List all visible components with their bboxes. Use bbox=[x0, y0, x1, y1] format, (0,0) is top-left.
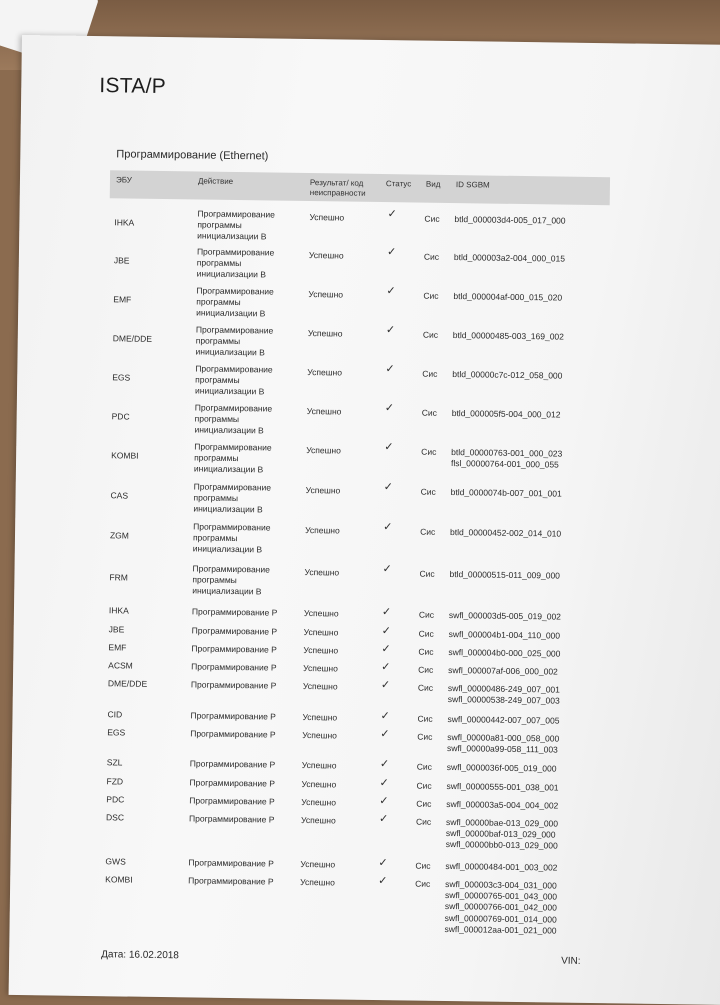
status-check-icon: ✓ bbox=[380, 728, 390, 741]
sgbm-id: swfl_00000a99-058_111_003 bbox=[447, 743, 558, 755]
table-row bbox=[14, 604, 614, 622]
result-text: Успешно bbox=[308, 289, 344, 300]
header-ecu: ЭБУ bbox=[115, 175, 132, 185]
status-check-icon: ✓ bbox=[378, 857, 388, 870]
kind-text: Сис bbox=[424, 213, 440, 224]
sgbm-id: swfl_00000769-001_014_000 bbox=[444, 912, 557, 925]
sgbm-id: btld_00000515-011_009_000 bbox=[449, 569, 561, 581]
status-check-icon: ✓ bbox=[384, 402, 395, 415]
ecu-name: KOMBI bbox=[111, 450, 139, 461]
sgbm-id-cell bbox=[449, 569, 560, 582]
sgbm-id-cell bbox=[449, 629, 561, 642]
table-row bbox=[19, 283, 619, 319]
sgbm-id: btld_000003a2-004_000_015 bbox=[453, 252, 566, 264]
sgbm-id: swfl_00000538-249_007_003 bbox=[447, 694, 560, 706]
action-cell bbox=[190, 728, 276, 740]
status-check-icon: ✓ bbox=[383, 521, 393, 534]
table-row bbox=[12, 756, 612, 774]
sgbm-id: flsl_00000764-001_000_055 bbox=[450, 458, 559, 470]
action-text: Программирование bbox=[196, 246, 275, 258]
kind-text: Сис bbox=[418, 609, 435, 620]
result-text: Успешно bbox=[303, 644, 339, 656]
result-text: Успешно bbox=[306, 445, 341, 456]
action-text: Программирование bbox=[192, 563, 270, 575]
sgbm-id: swfl_000012aa-001_021_000 bbox=[444, 923, 557, 936]
action-text: Программирование bbox=[194, 402, 273, 414]
action-text: программы bbox=[195, 335, 241, 347]
sgbm-id: btld_0000074b-007_001_001 bbox=[450, 487, 562, 499]
kind-text: Сис bbox=[418, 646, 434, 657]
table-row bbox=[13, 708, 613, 726]
kind-text: Сис bbox=[418, 664, 434, 675]
ecu-name: FZD bbox=[106, 776, 124, 787]
sgbm-id: btld_000003d4-005_017_000 bbox=[454, 214, 566, 226]
ecu-name: DME/DDE bbox=[107, 678, 148, 689]
result-text: Успешно bbox=[301, 778, 337, 790]
sgbm-id: btld_00000485-003_169_002 bbox=[452, 330, 565, 342]
sgbm-id-cell bbox=[446, 799, 558, 812]
action-text: Программирование P bbox=[190, 679, 277, 691]
ecu-name: EMF bbox=[113, 294, 132, 305]
sgbm-id-cell bbox=[453, 330, 564, 343]
kind-text: Сис bbox=[423, 251, 440, 262]
ecu-name: KOMBI bbox=[105, 874, 133, 885]
result-text: Успешно bbox=[307, 367, 343, 378]
table-row bbox=[13, 659, 613, 677]
sgbm-id: swfl_00000486-249_007_001 bbox=[447, 683, 560, 695]
kind-text: Сис bbox=[420, 486, 436, 497]
ecu-name: GWS bbox=[105, 856, 126, 867]
ecu-name: JBE bbox=[108, 624, 125, 635]
status-check-icon: ✓ bbox=[385, 324, 396, 337]
kind-text: Сис bbox=[420, 526, 436, 537]
action-cell bbox=[189, 795, 275, 807]
action-text: инициализации B bbox=[192, 543, 263, 555]
sgbm-id-cell bbox=[451, 447, 562, 471]
action-text: программы bbox=[194, 413, 240, 425]
kind-text: Сис bbox=[417, 731, 433, 742]
table-row bbox=[13, 677, 613, 706]
action-text: Программирование bbox=[197, 208, 275, 220]
action-text: Программирование P bbox=[189, 795, 275, 807]
action-text: Программирование bbox=[196, 285, 274, 297]
kind-text: Сис bbox=[416, 761, 433, 772]
status-check-icon: ✓ bbox=[381, 643, 391, 656]
status-check-icon: ✓ bbox=[381, 606, 392, 619]
action-text: инициализации B bbox=[194, 424, 264, 436]
action-text: инициализации B bbox=[196, 307, 266, 319]
table-header bbox=[110, 170, 610, 205]
action-text: Программирование bbox=[195, 363, 273, 375]
action-text: программы bbox=[196, 296, 241, 308]
kind-text: Сис bbox=[415, 878, 431, 889]
result-text: Успешно bbox=[301, 759, 337, 771]
sgbm-id-cell bbox=[449, 610, 561, 623]
status-check-icon: ✓ bbox=[385, 363, 395, 376]
table-row bbox=[16, 439, 616, 475]
kind-text: Сис bbox=[419, 568, 435, 579]
sgbm-id: btld_00000452-002_014_010 bbox=[450, 527, 562, 539]
kind-text: Сис bbox=[422, 368, 438, 379]
ecu-name: PDC bbox=[106, 794, 125, 805]
action-cell bbox=[194, 402, 272, 437]
sgbm-id-cell bbox=[451, 487, 562, 500]
action-cell bbox=[190, 710, 276, 722]
ecu-name: EGS bbox=[107, 727, 126, 738]
table-row bbox=[12, 775, 612, 793]
action-text: инициализации B bbox=[192, 585, 262, 597]
status-check-icon: ✓ bbox=[381, 625, 392, 638]
sgbm-id: swfl_000004b1-004_110_000 bbox=[448, 629, 561, 641]
header-status: Статус bbox=[385, 179, 412, 189]
result-text: Успешно bbox=[305, 485, 341, 496]
action-text: программы bbox=[192, 532, 238, 544]
sgbm-id: btld_000005f5-004_000_012 bbox=[451, 408, 561, 420]
header-result bbox=[310, 178, 366, 199]
action-cell bbox=[188, 857, 274, 869]
result-text: Успешно bbox=[304, 566, 340, 578]
action-text: Программирование P bbox=[188, 857, 274, 869]
action-text: инициализации B bbox=[193, 463, 264, 475]
ecu-name: IHKA bbox=[114, 217, 135, 228]
action-text: Программирование P bbox=[189, 758, 276, 770]
table-row bbox=[20, 206, 620, 242]
action-cell bbox=[194, 441, 272, 476]
kind-text: Сис bbox=[415, 816, 432, 827]
action-text: Программирование bbox=[193, 481, 272, 493]
sgbm-id: swfl_00000a81-000_058_000 bbox=[447, 732, 560, 744]
kind-text: Сис bbox=[421, 446, 437, 457]
action-text: Программирование P bbox=[191, 625, 278, 637]
sgbm-id: btld_00000763-001_000_023 bbox=[451, 447, 563, 459]
sgbm-id: btld_00000c7c-012_058_000 bbox=[452, 369, 563, 381]
sgbm-id-cell bbox=[446, 781, 558, 794]
action-text: Программирование P bbox=[189, 777, 276, 789]
sgbm-id-cell bbox=[444, 879, 557, 937]
kind-text: Сис bbox=[423, 290, 439, 301]
ecu-name: PDC bbox=[111, 411, 130, 422]
result-text: Успешно bbox=[305, 525, 340, 536]
status-check-icon: ✓ bbox=[380, 679, 391, 692]
kind-text: Сис bbox=[415, 860, 431, 871]
sgbm-id-cell bbox=[448, 647, 560, 660]
table-row bbox=[11, 811, 611, 851]
action-cell bbox=[192, 606, 278, 618]
action-text: Программирование P bbox=[189, 813, 275, 825]
table-row bbox=[17, 400, 617, 436]
status-check-icon: ✓ bbox=[379, 777, 389, 790]
action-text: Программирование bbox=[195, 324, 274, 336]
sgbm-id-cell bbox=[448, 665, 558, 678]
result-text: Успешно bbox=[300, 876, 335, 888]
table-row bbox=[14, 641, 614, 659]
status-check-icon: ✓ bbox=[386, 285, 396, 298]
action-text: программы bbox=[196, 257, 242, 269]
ecu-name: CAS bbox=[110, 490, 129, 501]
sgbm-id-cell bbox=[450, 527, 561, 540]
sgbm-id: swfl_00000555-001_038_001 bbox=[446, 781, 559, 793]
status-check-icon: ✓ bbox=[379, 813, 389, 826]
status-check-icon: ✓ bbox=[378, 875, 388, 888]
action-text: программы bbox=[197, 219, 242, 231]
status-check-icon: ✓ bbox=[384, 441, 394, 454]
table-row bbox=[12, 726, 612, 755]
result-text: Успешно bbox=[303, 662, 338, 674]
sgbm-id: swfl_0000036f-005_019_000 bbox=[446, 762, 557, 774]
sgbm-id-cell bbox=[452, 369, 562, 382]
sgbm-id: swfl_00000442-007_007_005 bbox=[447, 714, 560, 726]
action-text: инициализации B bbox=[193, 503, 263, 515]
action-cell bbox=[193, 481, 271, 516]
table-row bbox=[11, 793, 611, 811]
action-text: Программирование bbox=[193, 521, 271, 533]
status-check-icon: ✓ bbox=[387, 208, 397, 221]
ecu-name: DME/DDE bbox=[112, 333, 153, 344]
sgbm-id: swfl_00000484-001_003_002 bbox=[445, 860, 558, 873]
result-text: Успешно bbox=[306, 406, 342, 417]
sgbm-id: swfl_000003a5-004_004_002 bbox=[446, 798, 559, 811]
action-text: Программирование P bbox=[191, 661, 277, 673]
status-check-icon: ✓ bbox=[381, 661, 391, 674]
table-row bbox=[15, 519, 615, 555]
action-cell bbox=[196, 285, 274, 320]
action-text: Программирование bbox=[194, 441, 272, 453]
table-row bbox=[14, 623, 614, 641]
action-text: Программирование P bbox=[191, 606, 278, 618]
sgbm-id: swfl_000007af-006_000_002 bbox=[448, 665, 558, 677]
action-cell bbox=[192, 563, 270, 598]
action-cell bbox=[188, 875, 274, 887]
action-text: Программирование P bbox=[190, 710, 276, 722]
sgbm-id-cell bbox=[452, 408, 561, 421]
kind-text: Сис bbox=[418, 628, 434, 639]
action-cell bbox=[192, 625, 278, 637]
action-text: программы bbox=[192, 574, 237, 586]
document-title: ISTA/P bbox=[99, 74, 167, 99]
kind-text: Сис bbox=[417, 682, 434, 693]
action-cell bbox=[191, 643, 277, 655]
action-cell bbox=[193, 521, 271, 556]
table-row bbox=[19, 244, 619, 280]
table-row bbox=[17, 361, 617, 397]
status-check-icon: ✓ bbox=[379, 795, 389, 808]
action-cell bbox=[197, 246, 275, 281]
action-cell bbox=[195, 363, 273, 398]
sgbm-id: swfl_00000bae-013_029_000 bbox=[445, 816, 559, 829]
sgbm-id: swfl_000003c3-004_031_000 bbox=[445, 878, 557, 891]
header-result-line1: Результат/ код bbox=[309, 178, 364, 188]
result-text: Успешно bbox=[308, 250, 344, 261]
action-text: инициализации B bbox=[195, 346, 265, 358]
table-row bbox=[11, 855, 611, 873]
action-text: программы bbox=[193, 492, 239, 504]
result-text: Успешно bbox=[301, 796, 337, 808]
sgbm-id-cell bbox=[447, 732, 559, 756]
footer-date: Дата: 16.02.2018 bbox=[101, 949, 179, 962]
action-text: Программирование P bbox=[191, 643, 277, 655]
status-check-icon: ✓ bbox=[380, 710, 390, 723]
sgbm-id: swfl_00000765-001_043_000 bbox=[444, 890, 558, 902]
header-result-line2: неисправности bbox=[309, 188, 366, 198]
sgbm-id-cell bbox=[447, 762, 557, 775]
result-text: Успешно bbox=[307, 328, 343, 339]
ecu-name: ZGM bbox=[109, 530, 129, 541]
action-text: программы bbox=[194, 452, 239, 464]
action-cell bbox=[197, 208, 275, 243]
table-row bbox=[16, 479, 616, 515]
sgbm-id-cell bbox=[454, 252, 565, 265]
footer-vin: VIN: bbox=[561, 955, 581, 967]
sgbm-id-cell bbox=[445, 861, 557, 874]
sgbm-id-cell bbox=[453, 291, 562, 304]
header-action: Действие bbox=[197, 176, 234, 186]
ecu-name: EGS bbox=[112, 372, 131, 383]
header-id: ID SGBM bbox=[455, 180, 490, 190]
sgbm-id: swfl_000004b0-000_025_000 bbox=[448, 647, 561, 659]
header-kind: Вид bbox=[425, 179, 441, 189]
kind-text: Сис bbox=[416, 780, 432, 791]
result-text: Успешно bbox=[303, 626, 339, 638]
action-text: программы bbox=[195, 374, 240, 386]
kind-text: Сис bbox=[421, 407, 437, 418]
sgbm-id: btld_000004af-000_015_020 bbox=[453, 291, 563, 303]
ecu-name: CID bbox=[107, 709, 123, 720]
sgbm-id-cell bbox=[454, 214, 565, 227]
table-row bbox=[18, 322, 618, 358]
status-check-icon: ✓ bbox=[386, 246, 397, 259]
action-text: инициализации B bbox=[197, 230, 267, 242]
sgbm-id: swfl_000003d5-005_019_002 bbox=[448, 610, 562, 622]
action-text: Программирование P bbox=[188, 875, 274, 887]
ecu-name: EMF bbox=[108, 642, 127, 653]
ecu-name: ACSM bbox=[108, 660, 133, 671]
ecu-name: JBE bbox=[113, 255, 130, 266]
sgbm-id-cell bbox=[448, 683, 560, 707]
section-title: Программирование (Ethernet) bbox=[116, 148, 269, 163]
action-text: Программирование P bbox=[190, 728, 276, 740]
action-cell bbox=[191, 661, 277, 673]
action-cell bbox=[190, 758, 276, 770]
status-check-icon: ✓ bbox=[382, 563, 392, 576]
result-text: Успешно bbox=[302, 729, 337, 741]
ecu-name: DSC bbox=[106, 812, 125, 823]
result-text: Успешно bbox=[300, 858, 336, 870]
document-sheet bbox=[9, 35, 720, 1005]
result-text: Успешно bbox=[309, 212, 345, 223]
sgbm-id-cell bbox=[447, 714, 559, 727]
action-cell bbox=[189, 813, 275, 825]
ecu-name: FRM bbox=[109, 572, 128, 583]
status-check-icon: ✓ bbox=[383, 481, 394, 494]
action-text: инициализации B bbox=[196, 268, 267, 280]
sgbm-id: swfl_00000baf-013_029_000 bbox=[445, 828, 556, 840]
result-text: Успешно bbox=[300, 814, 336, 826]
ecu-name: SZL bbox=[106, 757, 123, 768]
result-text: Успешно bbox=[302, 680, 338, 692]
result-text: Успешно bbox=[302, 711, 338, 723]
sgbm-id: swfl_00000bb0-013_029_000 bbox=[445, 839, 558, 851]
action-text: инициализации B bbox=[194, 385, 265, 397]
action-cell bbox=[189, 777, 275, 789]
action-cell bbox=[196, 324, 274, 359]
sgbm-id-cell bbox=[446, 817, 558, 852]
sgbm-id: swfl_00000766-001_042_000 bbox=[444, 901, 557, 913]
action-cell bbox=[191, 679, 277, 691]
table-row bbox=[15, 561, 615, 597]
result-text: Успешно bbox=[303, 607, 339, 619]
kind-text: Сис bbox=[422, 329, 439, 340]
kind-text: Сис bbox=[416, 798, 432, 809]
kind-text: Сис bbox=[417, 713, 433, 724]
table-row bbox=[10, 873, 610, 936]
ecu-name: IHKA bbox=[108, 605, 129, 616]
status-check-icon: ✓ bbox=[379, 758, 390, 771]
